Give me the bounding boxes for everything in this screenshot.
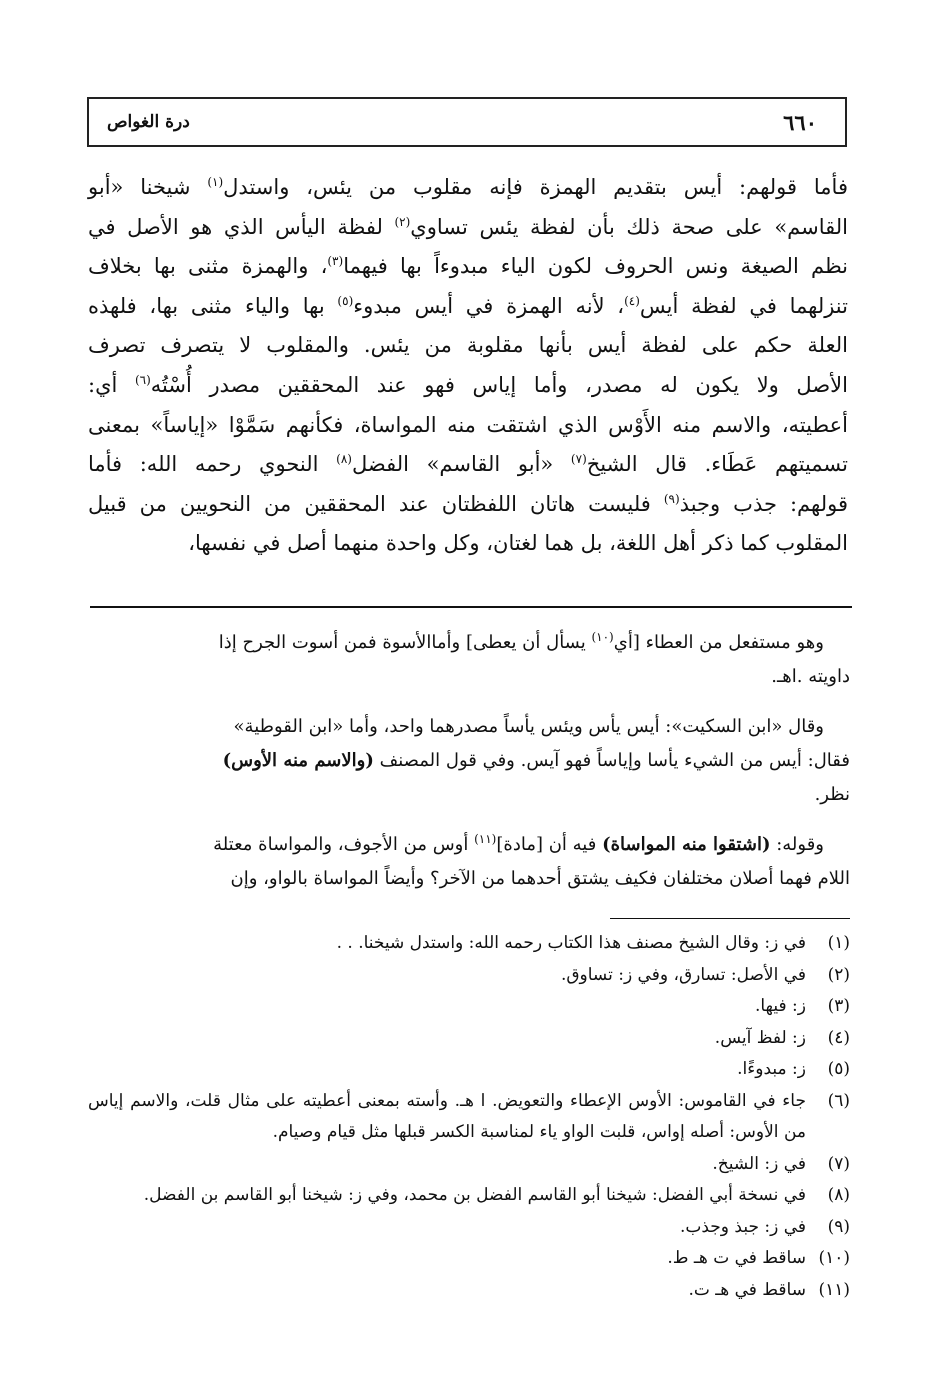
commentary-paragraph bbox=[88, 710, 850, 812]
text-run: لفظة اليأس الذي هو الأصل في bbox=[88, 214, 395, 239]
text-line bbox=[88, 524, 848, 564]
text-run: فأما قولهم: أيس بتقديم الهمزة فإنه مقلوب من يئس، واستدل bbox=[223, 175, 848, 199]
commentary-line: اللام فهما أصلان مختلفان فكيف يشتق أحدهما من الآخر؟ وأيضاً المواساة بالواو، وإن bbox=[230, 868, 850, 889]
footnote-item bbox=[88, 1023, 850, 1055]
footnote-text: ز: مبدوءًا. bbox=[737, 1059, 806, 1079]
text-run: المقلوب كما ذكر أهل اللغة، بل هما لغتان، وكل واحدة منهما أصل في نفسها، bbox=[188, 531, 848, 556]
footnote-item bbox=[88, 1054, 850, 1086]
running-title: درة الغواص bbox=[107, 112, 190, 132]
text-line bbox=[88, 485, 848, 525]
footnote-ref: (٢) bbox=[394, 214, 411, 229]
commentary-paragraph bbox=[88, 828, 850, 896]
text-line bbox=[88, 168, 848, 208]
footnote-ref: (٦) bbox=[134, 372, 151, 387]
commentary-line: نظر. bbox=[814, 784, 850, 805]
footnote-text: جاء في القاموس: الأوس الإعطاء والتعويض. ا هـ. وأسته بمعنى أعطيته على مثال قلت، والاسم إياس من الأوس: أصله إواس، قلبت الواو ياء لمناسبة الكسر قبلها مثل قيام وصيام. bbox=[88, 1090, 806, 1142]
text-run: تنزلهما في لفظة أيس bbox=[639, 293, 848, 318]
commentary-line: وقال «ابن السكيت»: أيس يأس ويئس يأساً مصدرهما واحد، وأما «ابن القوطية» bbox=[233, 716, 824, 737]
footnote-text: ساقط في هـ ت. bbox=[688, 1279, 806, 1300]
footnote-item bbox=[88, 1149, 850, 1181]
footnote-ref: (٩) bbox=[663, 491, 680, 506]
text-run: قولهم: جذب وجبذ bbox=[679, 491, 848, 516]
commentary-line: وقوله: (اشتقوا منه المواساة) فيه أن [مادة]$^{(١١)}$ أوس من الأجوف، والمواساة معتلة bbox=[213, 832, 824, 855]
commentary-paragraph bbox=[88, 626, 850, 694]
page-number: ٦٦٠ bbox=[783, 110, 817, 135]
text-run: القاسم» على صحة ذلك بأن لفظة يئس تساوي bbox=[410, 214, 848, 239]
footnote-number: (٨) bbox=[827, 1185, 850, 1205]
quoted-phrase: (اشتقوا منه المواساة) bbox=[602, 834, 771, 855]
text-run: بها والياء مثنى بها، فلهذه bbox=[88, 293, 338, 318]
footnote-ref: (١١) bbox=[474, 832, 497, 846]
footnote-ref: (١) bbox=[207, 175, 224, 189]
text-line bbox=[88, 406, 848, 446]
footnote-ref: (١٠) bbox=[591, 630, 614, 644]
footnote-text: في الأصل: تسارق، وفي ز: تساوق. bbox=[560, 964, 806, 985]
footnote-number: (١٠) bbox=[818, 1248, 850, 1268]
text-line bbox=[88, 326, 848, 366]
footnote-number: (٤) bbox=[827, 1027, 850, 1048]
text-run: الأصل ولا يكون له مصدر، وأما إياس فهو عند المحققين مصدر أُسْتُه bbox=[150, 372, 848, 397]
footnote-item bbox=[88, 1275, 850, 1307]
footnotes-divider bbox=[610, 918, 850, 919]
footnote-number: (١) bbox=[827, 933, 850, 953]
text-line bbox=[88, 366, 848, 406]
text-run: نظم الصيغة ونس الحروف لكون الياء مبدوءاً بها فيهما bbox=[343, 254, 849, 279]
text-run: أعطيته، والاسم منه الأَوْس الذي اشتقت منه المواساة، فكأنهم سَمَّوْا «إياساً» بمعنى bbox=[88, 412, 848, 437]
footnote-item bbox=[88, 1212, 850, 1244]
text-line bbox=[88, 208, 848, 248]
text-run: العلة حكم على لفظة أيس بأنها مقلوبة من يئس. والمقلوب لا يتصرف تصرف bbox=[88, 333, 848, 358]
footnote-text: في ز: الشيخ. bbox=[712, 1153, 806, 1174]
text-run: أي: bbox=[88, 372, 135, 397]
text-run: تسميتهم عَطَاء. قال الشيخ bbox=[586, 452, 848, 477]
text-line bbox=[88, 287, 848, 327]
commentary-line: داويته .اهـ. bbox=[771, 666, 850, 687]
footnote-ref: (٣) bbox=[327, 254, 344, 269]
footnote-number: (١١) bbox=[818, 1279, 850, 1300]
commentary-line: وهو مستفعل من العطاء [أي$^{(١٠)}$ يسأل أن يعطى] وأماالأسوة فمن أسوت الجرح إذا bbox=[218, 630, 824, 653]
footnote-number: (٣) bbox=[827, 996, 850, 1016]
footnote-text: ز: فيها. bbox=[754, 996, 806, 1016]
footnote-ref: (٨) bbox=[336, 452, 352, 467]
commentary-line: فقال: أيس من الشيء يأسا وإياساً فهو آيس. وفي قول المصنف (والاسم منه الأوس) bbox=[222, 750, 850, 771]
footnote-ref: (٧) bbox=[570, 452, 587, 467]
footnote-text: ز: لفظ آيس. bbox=[714, 1027, 806, 1048]
footnote-item bbox=[88, 1086, 850, 1149]
footnote-number: (٧) bbox=[827, 1153, 850, 1174]
footnote-number: (٦) bbox=[827, 1090, 850, 1111]
text-run: «أبو القاسم» الفضل bbox=[351, 452, 571, 477]
footnote-text: في ز: وقال الشيخ مصنف هذا الكتاب رحمه الله: واستدل شيخنا. . . bbox=[336, 933, 806, 953]
footnote-text: في ز: جبذ وجذب. bbox=[679, 1216, 806, 1237]
main-text bbox=[88, 168, 848, 564]
footnotes-list bbox=[88, 928, 850, 1306]
text-line bbox=[88, 247, 848, 287]
text-run: النحوي رحمه الله: فأما bbox=[88, 452, 337, 477]
footnote-text: ساقط في ت هـ ط. bbox=[667, 1248, 806, 1268]
footnote-ref: (٤) bbox=[624, 293, 640, 308]
text-run: ، لأنه الهمزة في أيس مبدوء bbox=[353, 293, 625, 318]
footnote-number: (٢) bbox=[827, 964, 850, 985]
footnote-ref: (٥) bbox=[337, 293, 354, 308]
footnote-number: (٥) bbox=[827, 1059, 850, 1079]
page-header bbox=[87, 97, 847, 147]
footnote-number: (٩) bbox=[827, 1216, 850, 1237]
commentary-section bbox=[88, 626, 850, 912]
commentary-divider bbox=[90, 606, 852, 608]
quoted-phrase: (والاسم منه الأوس) bbox=[222, 750, 374, 771]
footnote-item bbox=[88, 1180, 850, 1212]
footnote-item bbox=[88, 991, 850, 1023]
text-line bbox=[88, 445, 848, 485]
footnote-item bbox=[88, 1243, 850, 1275]
footnote-item bbox=[88, 960, 850, 992]
text-run: شيخنا «أبو bbox=[88, 175, 208, 199]
text-run: فليست هاتان اللفظتان عند المحققين من النحويين من قبيل bbox=[88, 491, 664, 516]
text-run: ، والهمزة مثنى بها بخلاف bbox=[88, 254, 328, 279]
footnote-item bbox=[88, 928, 850, 960]
footnote-text: في نسخة أبي الفضل: شيخنا أبو القاسم الفضل بن محمد، وفي ز: شيخنا أبو القاسم بن الفضل. bbox=[143, 1185, 806, 1205]
